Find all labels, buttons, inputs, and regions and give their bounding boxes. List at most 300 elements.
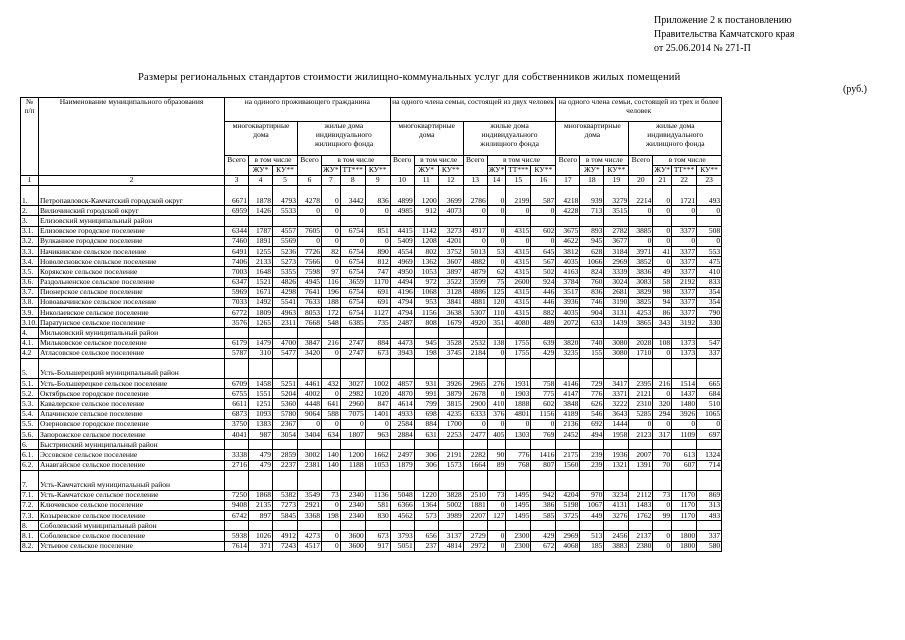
value-cell: 110	[487, 308, 506, 318]
value-cell	[487, 216, 506, 226]
value-cell	[697, 359, 722, 379]
value-cell: 6709	[225, 379, 249, 389]
value-cell: 4315	[506, 287, 531, 297]
header-total: Всего	[390, 156, 414, 176]
value-cell: 5273	[273, 257, 298, 267]
municipality-name: Соболевское сельское поселение	[39, 531, 225, 541]
value-cell: 2136	[556, 419, 580, 429]
value-cell: 4298	[273, 287, 298, 297]
value-cell: 429	[531, 531, 556, 541]
value-cell: 2191	[438, 450, 463, 460]
value-cell: 2237	[273, 460, 298, 470]
value-cell: 0	[322, 236, 341, 246]
value-cell	[298, 470, 322, 490]
value-cell: 1868	[249, 490, 273, 500]
value-cell: 3368	[298, 511, 322, 521]
value-cell: 3943	[390, 348, 414, 358]
value-cell: 4315	[506, 267, 531, 277]
value-cell: 656	[414, 531, 438, 541]
value-cell: 760	[580, 277, 604, 287]
value-cell: 3024	[604, 277, 629, 287]
value-cell: 7075	[340, 409, 365, 419]
table-row	[21, 429, 722, 439]
value-cell: 0	[487, 186, 506, 206]
header-izh-2: жилые дома индивидуального жилищного фонда	[463, 122, 556, 156]
value-cell	[249, 521, 273, 531]
value-cell: 3825	[629, 297, 653, 307]
column-number: 9	[365, 176, 390, 186]
value-cell: 2300	[506, 541, 531, 551]
value-cell	[249, 328, 273, 338]
value-cell: 3699	[438, 186, 463, 206]
value-cell: 4494	[390, 277, 414, 287]
value-cell: 0	[340, 419, 365, 429]
value-cell: 58	[653, 277, 672, 287]
value-cell: 1879	[390, 460, 414, 470]
table-row	[21, 318, 722, 328]
value-cell: 5477	[273, 348, 298, 358]
value-cell	[629, 359, 653, 379]
value-cell: 3677	[604, 236, 629, 246]
value-cell: 185	[580, 541, 604, 551]
value-cell: 942	[531, 490, 556, 500]
value-cell	[414, 470, 438, 490]
value-cell: 0	[322, 389, 341, 399]
value-cell: 0	[322, 206, 341, 216]
table-row	[21, 521, 722, 531]
row-number: 6.1.	[21, 450, 39, 460]
value-cell: 0	[672, 419, 697, 429]
value-cell: 1514	[672, 379, 697, 389]
value-cell	[672, 328, 697, 338]
header-zhu: ЖУ*	[414, 166, 438, 176]
value-cell: 1662	[365, 450, 390, 460]
header-incl: в том числе	[653, 156, 722, 166]
row-number: 8.1.	[21, 531, 39, 541]
municipality-name: Елизовский муниципальный район	[39, 216, 225, 226]
value-cell	[365, 440, 390, 450]
value-cell: 343	[653, 318, 672, 328]
value-cell: 0	[487, 257, 506, 267]
value-cell: 3865	[629, 318, 653, 328]
value-cell: 953	[414, 297, 438, 307]
header-zhu: ЖУ*	[323, 165, 339, 174]
value-cell: 73	[487, 490, 506, 500]
row-number: 6.2.	[21, 460, 39, 470]
value-cell: 7003	[225, 267, 249, 277]
row-number: 3.10.	[22, 317, 37, 327]
value-cell	[629, 328, 653, 338]
value-cell: 547	[697, 338, 722, 348]
value-cell: 4870	[390, 389, 414, 399]
value-cell: 2112	[629, 490, 653, 500]
value-cell: 1324	[697, 450, 722, 460]
value-cell: 3897	[438, 267, 463, 277]
value-cell: 493	[697, 186, 722, 206]
value-cell: 3515	[604, 206, 629, 216]
value-cell: 138	[487, 338, 506, 348]
value-cell: 607	[672, 460, 697, 470]
value-cell: 3080	[604, 348, 629, 358]
value-cell	[487, 359, 506, 379]
value-cell	[556, 359, 580, 379]
value-cell: 0	[653, 348, 672, 358]
value-cell: 2477	[463, 429, 487, 439]
value-cell: 3377	[672, 287, 697, 297]
value-cell: 692	[580, 419, 604, 429]
value-cell	[487, 328, 506, 338]
value-cell	[273, 521, 298, 531]
value-cell: 89	[487, 460, 506, 470]
value-cell: 1800	[672, 541, 697, 551]
value-cell: 847	[365, 399, 390, 409]
value-cell: 3279	[604, 186, 629, 206]
value-cell: 698	[414, 409, 438, 419]
row-number: 7.1.	[21, 490, 39, 500]
value-cell: 4415	[390, 226, 414, 236]
value-cell: 73	[322, 490, 341, 500]
value-cell: 3417	[604, 379, 629, 389]
value-cell: 1439	[604, 318, 629, 328]
value-cell: 602	[531, 399, 556, 409]
value-cell: 188	[322, 297, 341, 307]
value-cell: 4235	[438, 409, 463, 419]
value-cell: 410	[487, 399, 506, 409]
value-cell	[604, 216, 629, 226]
header-incl: в том числе	[414, 156, 463, 166]
row-number: 3.8.	[21, 297, 39, 307]
value-cell: 2253	[438, 429, 463, 439]
value-cell	[580, 216, 604, 226]
value-cell: 0	[672, 236, 697, 246]
value-cell: 489	[531, 318, 556, 328]
value-cell: 1066	[580, 257, 604, 267]
value-cell: 1068	[414, 287, 438, 297]
value-cell: 912	[414, 206, 438, 216]
value-cell: 6347	[225, 277, 249, 287]
value-cell: 432	[322, 379, 341, 389]
value-cell: 3879	[438, 389, 463, 399]
column-number: 19	[604, 176, 629, 186]
value-cell	[365, 470, 390, 490]
value-cell: 3752	[438, 246, 463, 256]
value-cell: 6754	[340, 226, 365, 236]
value-cell: 1200	[414, 186, 438, 206]
value-cell: 41	[653, 246, 672, 256]
value-cell: 2969	[556, 531, 580, 541]
value-cell	[273, 216, 298, 226]
value-cell: 884	[414, 419, 438, 429]
row-number: 4.2	[21, 348, 39, 358]
value-cell	[298, 521, 322, 531]
header-incl: в том числе	[322, 156, 391, 166]
value-cell: 1142	[414, 226, 438, 236]
row-number: 3.7.	[21, 287, 39, 297]
value-cell: 5845	[273, 511, 298, 521]
value-cell: 3841	[438, 297, 463, 307]
table-row	[21, 267, 722, 277]
value-cell: 2137	[629, 531, 653, 541]
value-cell: 6611	[225, 399, 249, 409]
value-cell: 3815	[438, 399, 463, 409]
column-number: 18	[580, 176, 604, 186]
value-cell: 429	[531, 348, 556, 358]
value-cell: 776	[580, 389, 604, 399]
value-cell	[629, 470, 653, 490]
value-cell	[249, 440, 273, 450]
value-cell: 0	[653, 236, 672, 246]
value-cell: 5307	[463, 308, 487, 318]
value-cell	[629, 521, 653, 531]
document-title: Размеры региональных стандартов стоимости жилищно-коммунальных услуг для собственников жилых помещений	[138, 72, 681, 83]
value-cell: 3675	[556, 226, 580, 236]
value-cell: 0	[340, 206, 365, 216]
table-row	[21, 419, 722, 429]
value-cell: 3599	[463, 277, 487, 287]
value-cell: 3852	[629, 257, 653, 267]
header-total: Всего	[629, 156, 653, 176]
value-cell	[249, 470, 273, 490]
value-cell: 172	[322, 308, 341, 318]
value-cell: 1136	[365, 490, 390, 500]
value-cell: 1170	[672, 490, 697, 500]
row-number: 4.1.	[21, 338, 39, 348]
value-cell: 713	[580, 206, 604, 216]
value-cell: 313	[697, 500, 722, 510]
value-cell	[604, 328, 629, 338]
value-cell: 1648	[249, 267, 273, 277]
value-cell: 354	[697, 297, 722, 307]
value-cell: 2133	[249, 257, 273, 267]
header-group-three: на одного члена семьи, состоящей из трех и более человек	[556, 98, 722, 122]
value-cell: 4131	[604, 500, 629, 510]
value-cell: 3847	[298, 338, 322, 348]
value-cell: 0	[463, 419, 487, 429]
municipality-name: Начикинское сельское поселение	[39, 246, 225, 256]
value-cell: 0	[322, 257, 341, 267]
value-cell: 3083	[629, 277, 653, 287]
value-cell: 237	[414, 541, 438, 551]
value-cell: 97	[322, 267, 341, 277]
value-cell: 376	[487, 409, 506, 419]
value-cell: 1809	[249, 308, 273, 318]
value-cell: 0	[653, 257, 672, 267]
value-cell: 94	[653, 297, 672, 307]
row-number: 3.1.	[21, 226, 39, 236]
value-cell: 3442	[340, 186, 365, 206]
value-cell: 155	[580, 348, 604, 358]
municipality-name: Апачинское сельское поселение	[39, 409, 225, 419]
municipality-name: Раздольненское сельское поселение	[39, 277, 225, 287]
value-cell	[249, 216, 273, 226]
value-cell: 310	[249, 348, 273, 358]
value-cell	[604, 470, 629, 490]
value-cell: 1787	[249, 226, 273, 236]
table-body	[21, 186, 722, 552]
value-cell: 4163	[556, 267, 580, 277]
value-cell	[629, 440, 653, 450]
column-number: 15	[506, 176, 531, 186]
value-cell: 2678	[463, 389, 487, 399]
value-cell: 99	[653, 511, 672, 521]
value-cell: 2184	[463, 348, 487, 358]
table-row	[21, 338, 722, 348]
value-cell: 6772	[225, 308, 249, 318]
value-cell: 5355	[273, 267, 298, 277]
value-cell: 945	[414, 338, 438, 348]
value-cell	[438, 440, 463, 450]
header-mkd-3: многоквартирные дома	[556, 122, 629, 156]
value-cell: 4189	[556, 409, 580, 419]
value-cell	[506, 359, 531, 379]
value-cell: 3276	[604, 511, 629, 521]
value-cell: 645	[531, 246, 556, 256]
value-cell: 196	[322, 287, 341, 297]
column-number: 16	[531, 176, 556, 186]
column-number: 11	[414, 176, 438, 186]
value-cell: 5360	[273, 399, 298, 409]
value-cell: 1891	[249, 236, 273, 246]
value-cell	[225, 216, 249, 226]
value-cell: 4002	[298, 389, 322, 399]
value-cell: 3828	[438, 490, 463, 500]
value-cell: 2487	[390, 318, 414, 328]
value-cell: 665	[697, 379, 722, 389]
value-cell	[672, 470, 697, 490]
value-cell: 1373	[672, 338, 697, 348]
header-ku: КУ**	[438, 166, 463, 176]
value-cell: 140	[322, 450, 341, 460]
value-cell: 628	[580, 246, 604, 256]
value-cell	[697, 328, 722, 338]
value-cell: 3338	[225, 450, 249, 460]
value-cell	[556, 470, 580, 490]
value-cell: 1200	[340, 450, 365, 460]
value-cell	[390, 521, 414, 531]
value-cell: 6754	[340, 246, 365, 256]
value-cell: 585	[531, 511, 556, 521]
value-cell	[340, 470, 365, 490]
row-number: 2.	[21, 206, 39, 216]
value-cell: 4985	[390, 206, 414, 216]
value-cell: 513	[580, 531, 604, 541]
value-cell	[322, 359, 341, 379]
value-cell: 4315	[506, 297, 531, 307]
value-cell: 3371	[604, 389, 629, 399]
value-cell: 1002	[365, 379, 390, 389]
value-cell: 5048	[390, 490, 414, 500]
value-cell	[340, 359, 365, 379]
value-cell: 613	[672, 450, 697, 460]
row-number: 6.	[21, 440, 39, 450]
value-cell	[414, 359, 438, 379]
column-number: 14	[487, 176, 506, 186]
value-cell: 672	[531, 541, 556, 551]
value-cell: 4253	[629, 308, 653, 318]
value-cell: 371	[249, 541, 273, 551]
municipality-name: Соболевский муниципальный район	[39, 521, 225, 531]
value-cell: 0	[672, 206, 697, 216]
value-cell: 5285	[629, 409, 653, 419]
value-cell: 502	[531, 267, 556, 277]
value-cell: 127	[487, 511, 506, 521]
row-number: 7.	[21, 470, 39, 490]
value-cell: 808	[414, 318, 438, 328]
table-row	[21, 297, 722, 307]
value-cell: 70	[653, 450, 672, 460]
value-cell: 0	[365, 206, 390, 216]
value-cell: 1255	[249, 246, 273, 256]
value-cell: 2982	[340, 389, 365, 399]
value-cell: 3377	[672, 226, 697, 236]
value-cell	[653, 359, 672, 379]
value-cell: 2123	[629, 429, 653, 439]
value-cell: 198	[414, 348, 438, 358]
value-cell: 5382	[273, 490, 298, 500]
value-cell: 3131	[604, 308, 629, 318]
value-cell: 631	[414, 429, 438, 439]
table-row	[21, 359, 722, 379]
value-cell: 2214	[629, 186, 653, 206]
header-incl: в том числе	[580, 156, 629, 166]
value-cell: 673	[365, 348, 390, 358]
value-cell: 7598	[298, 267, 322, 277]
value-cell: 2786	[463, 186, 487, 206]
value-cell: 945	[580, 236, 604, 246]
value-cell: 2135	[249, 500, 273, 510]
value-cell: 2729	[463, 531, 487, 541]
value-cell: 239	[580, 450, 604, 460]
value-cell	[531, 521, 556, 531]
value-cell	[580, 359, 604, 379]
value-cell: 6344	[225, 226, 249, 236]
value-cell: 49	[653, 267, 672, 277]
value-cell: 4147	[556, 389, 580, 399]
value-cell: 0	[653, 186, 672, 206]
value-cell	[249, 359, 273, 379]
value-cell: 0	[487, 236, 506, 246]
value-cell: 3607	[438, 257, 463, 267]
value-cell: 1109	[672, 429, 697, 439]
value-cell	[463, 470, 487, 490]
value-cell: 3643	[604, 409, 629, 419]
value-cell: 446	[531, 297, 556, 307]
value-cell: 548	[322, 318, 341, 328]
value-cell: 140	[322, 460, 341, 470]
value-cell: 1495	[506, 500, 531, 510]
value-cell: 1220	[414, 490, 438, 500]
value-cell: 3600	[340, 531, 365, 541]
header-total: Всего	[225, 156, 249, 176]
value-cell: 4899	[390, 186, 414, 206]
value-cell: 1762	[629, 511, 653, 521]
value-cell: 306	[414, 450, 438, 460]
table-row	[21, 348, 722, 358]
value-cell: 807	[531, 460, 556, 470]
value-cell: 494	[580, 429, 604, 439]
value-cell: 337	[697, 348, 722, 358]
column-number: 13	[463, 176, 487, 186]
value-cell: 924	[531, 277, 556, 287]
value-cell: 4554	[390, 246, 414, 256]
value-cell	[414, 440, 438, 450]
value-cell: 4315	[506, 257, 531, 267]
value-cell: 758	[531, 379, 556, 389]
value-cell: 3784	[556, 277, 580, 287]
value-cell: 0	[365, 236, 390, 246]
value-cell: 0	[653, 500, 672, 510]
table-row	[21, 399, 722, 409]
